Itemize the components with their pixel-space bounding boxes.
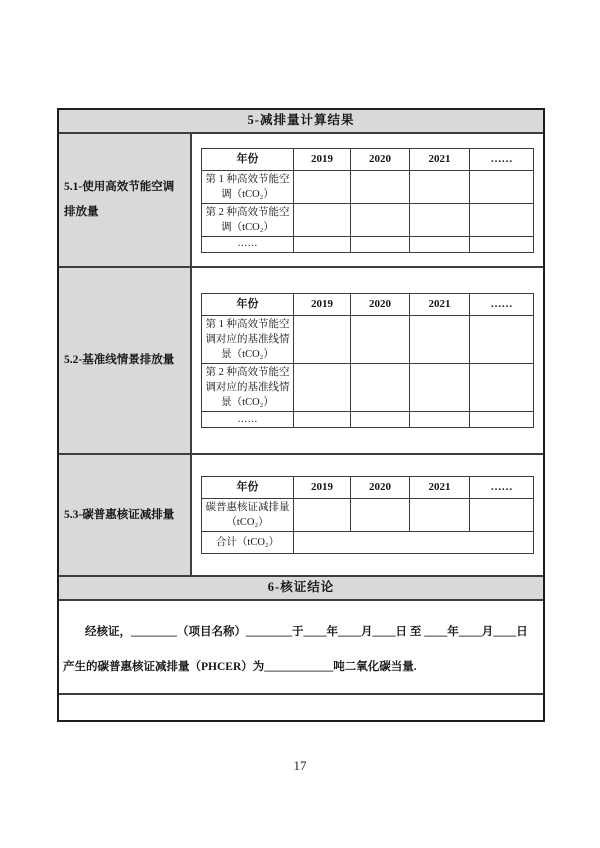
value-cell-empty (351, 412, 410, 428)
year-more-header-cell: …… (470, 148, 534, 170)
year-2020-header-cell: 2020 (351, 148, 410, 170)
value-cell-empty (470, 170, 534, 203)
year-2021-header-cell: 2021 (410, 294, 470, 316)
row-label-cell: …… (202, 412, 294, 428)
value-cell-empty (294, 499, 351, 532)
year-2020-header-cell: 2020 (351, 294, 410, 316)
year-2021-header-cell: 2021 (410, 148, 470, 170)
conclusion-text-block (59, 601, 543, 695)
empty-row (59, 695, 543, 720)
value-cell-empty (410, 412, 470, 428)
value-cell-empty (351, 364, 410, 412)
baseline-table-5-2 (201, 293, 534, 428)
section-5-3-row (59, 455, 543, 577)
table-header-row (202, 148, 534, 170)
value-cell-empty (470, 364, 534, 412)
value-cell-empty (470, 203, 534, 236)
section-5-2-label: 5.2-基准线情景排放量 (59, 268, 192, 453)
value-cell-empty (470, 316, 534, 364)
value-cell-empty (351, 499, 410, 532)
value-cell-empty (410, 364, 470, 412)
value-cell-empty (351, 170, 410, 203)
table-row-baseline-type-1 (202, 316, 534, 364)
year-2020-header-cell: 2020 (351, 477, 410, 499)
year-2021-header-cell: 2021 (410, 477, 470, 499)
value-cell-empty (410, 316, 470, 364)
emissions-table-5-1 (201, 148, 534, 253)
value-cell-empty (294, 170, 351, 203)
row-label-cell: 第 2 种高效节能空调对应的基准线情景（tCO₂） (202, 364, 294, 412)
page-number: 17 (293, 758, 307, 773)
table-row-baseline-type-2 (202, 364, 534, 412)
year-more-header-cell: …… (470, 294, 534, 316)
value-cell-empty (294, 412, 351, 428)
year-header-cell: 年份 (202, 294, 294, 316)
value-cell-empty (410, 203, 470, 236)
section-5-3-label: 5.3-碳普惠核证减排量 (59, 455, 192, 575)
section-5-1-label: 5.1-使用高效节能空调排放量 (59, 134, 192, 266)
section-5-1-row (59, 134, 543, 268)
section-5-2-table-area (192, 268, 543, 453)
section-5-1-table-area (192, 134, 543, 266)
value-cell-empty (294, 364, 351, 412)
row-label-cell: 第 2 种高效节能空调（tCO₂） (202, 203, 294, 236)
year-2019-header-cell: 2019 (294, 294, 351, 316)
table-row-ellipsis (202, 236, 534, 252)
table-row-total (202, 532, 534, 554)
section-5-3-table-area (192, 455, 543, 575)
value-cell-empty (351, 236, 410, 252)
total-value-cell-empty (294, 532, 534, 554)
row-label-cell: …… (202, 236, 294, 252)
value-cell-empty (351, 203, 410, 236)
value-cell-empty (470, 236, 534, 252)
value-cell-empty (470, 499, 534, 532)
table-header-row (202, 477, 534, 499)
conclusion-line-1: 经核证，________（项目名称）________于____年____月____日 至 ____年____月____日 (85, 626, 528, 638)
value-cell-empty (294, 236, 351, 252)
table-row-ac-type-1 (202, 170, 534, 203)
value-cell-empty (294, 203, 351, 236)
year-header-cell: 年份 (202, 148, 294, 170)
table-row-ellipsis (202, 412, 534, 428)
value-cell-empty (294, 316, 351, 364)
value-cell-empty (410, 170, 470, 203)
year-2019-header-cell: 2019 (294, 148, 351, 170)
phcer-table-5-3 (201, 476, 534, 554)
year-header-cell: 年份 (202, 477, 294, 499)
table-row-phcer (202, 499, 534, 532)
section-5-header: 5-减排量计算结果 (59, 110, 543, 134)
verification-report-table (57, 108, 545, 722)
year-more-header-cell: …… (470, 477, 534, 499)
row-label-cell: 第 1 种高效节能空调（tCO₂） (202, 170, 294, 203)
table-row-ac-type-2 (202, 203, 534, 236)
section-6-header: 6-核证结论 (59, 577, 543, 601)
section-5-2-row (59, 268, 543, 455)
year-2019-header-cell: 2019 (294, 477, 351, 499)
row-label-cell: 碳普惠核证减排量（tCO₂） (202, 499, 294, 532)
value-cell-empty (410, 499, 470, 532)
value-cell-empty (410, 236, 470, 252)
value-cell-empty (351, 316, 410, 364)
table-header-row (202, 294, 534, 316)
value-cell-empty (470, 412, 534, 428)
row-label-cell: 合计（tCO₂） (202, 532, 294, 554)
conclusion-line-2: 产生的碳普惠核证减排量（PHCER）为____________吨二氧化碳当量. (63, 661, 417, 673)
row-label-cell: 第 1 种高效节能空调对应的基准线情景（tCO₂） (202, 316, 294, 364)
